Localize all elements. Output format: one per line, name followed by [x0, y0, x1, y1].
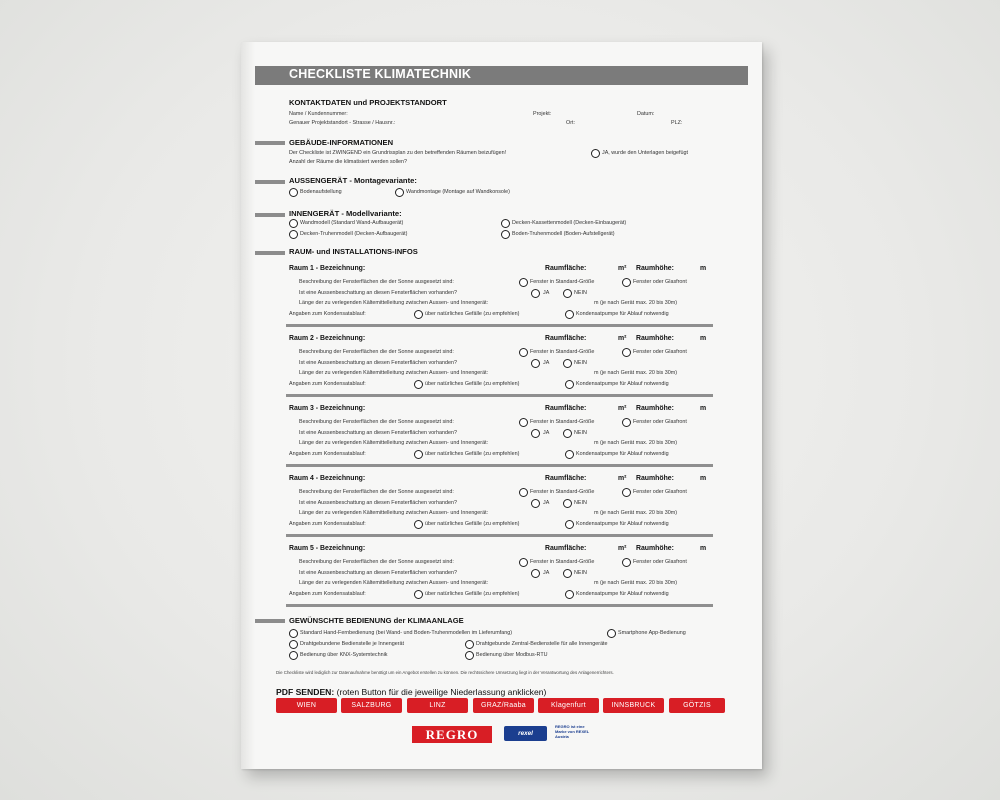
- room-5-kondensat-gefaelle-radio[interactable]: [414, 590, 423, 599]
- room-3-nein-label: NEIN: [574, 430, 587, 436]
- room-2-kondensat-pumpe-radio[interactable]: [565, 380, 574, 389]
- bedienung-heading: GEWÜNSCHTE BEDIENUNG der KLIMAANLAGE: [289, 616, 464, 625]
- branch-button-goetzis[interactable]: GÖTZIS: [669, 698, 725, 713]
- room-4-laenge-label: Länge der zu verlegenden Kältemittelleitung zwischen Aussen- und Innengerät:: [299, 510, 489, 516]
- room-1-divider: [286, 324, 713, 327]
- aussen-wand-radio[interactable]: [395, 188, 404, 197]
- room-5-title: Raum 5 - Bezeichnung:: [289, 545, 366, 552]
- room-4-hoehe-label: Raumhöhe:: [636, 475, 674, 482]
- room-3-kondensat-pumpe-radio[interactable]: [565, 450, 574, 459]
- room-4-fenster-standard-label: Fenster in Standard-Größe: [530, 489, 595, 495]
- innen-boden-radio[interactable]: [501, 230, 510, 239]
- room-4-kondensat-gefaelle-label: über natürliches Gefälle (zu empfehlen): [425, 521, 520, 527]
- room-1-ja-radio[interactable]: [531, 289, 540, 298]
- page-title: CHECKLISTE KLIMATECHNIK: [289, 67, 472, 81]
- room-3-kondensat-gefaelle-label: über natürliches Gefälle (zu empfehlen): [425, 451, 520, 457]
- room-5-hoehe-label: Raumhöhe:: [636, 545, 674, 552]
- room-3-kondensat-pumpe-label: Kondensatpumpe für Ablauf notwendig: [576, 451, 669, 457]
- room-5-laenge-label: Länge der zu verlegenden Kältemittelleitung zwischen Aussen- und Innengerät:: [299, 580, 489, 586]
- gebaeude-heading: GEBÄUDE-INFORMATIONEN: [289, 138, 394, 147]
- room-1-fenster-label: Beschreibung der Fensterflächen die der Sonne ausgesetzt sind:: [299, 279, 454, 285]
- room-3-m2: m²: [618, 405, 627, 412]
- kontakt-heading: KONTAKTDATEN und PROJEKTSTANDORT: [289, 98, 447, 107]
- room-4-fenster-standard-radio[interactable]: [519, 488, 528, 497]
- room-3-fenster-standard-label: Fenster in Standard-Größe: [530, 419, 595, 425]
- room-3-kondensat-gefaelle-radio[interactable]: [414, 450, 423, 459]
- rexel-note: REGRO ist eine Marke von REXEL Austria: [555, 724, 590, 739]
- room-4-divider: [286, 534, 713, 537]
- room-2-ja-radio[interactable]: [531, 359, 540, 368]
- room-5-kondensat-pumpe-radio[interactable]: [565, 590, 574, 599]
- bedienung-zentral-label: Drahtgebunde Zentral-Bedienstelle für alle Innengeräte: [476, 641, 608, 647]
- bedienung-knx-label: Bedienung über KNX-Systemtechnik: [300, 652, 388, 658]
- room-2-fenster-label: Beschreibung der Fensterflächen die der Sonne ausgesetzt sind:: [299, 349, 454, 355]
- innen-wand-radio[interactable]: [289, 219, 298, 228]
- room-5-kondensat-label: Angaben zum Kondensatablauf:: [289, 591, 366, 597]
- room-3-title: Raum 3 - Bezeichnung:: [289, 405, 366, 412]
- bedienung-knx-radio[interactable]: [289, 651, 298, 660]
- standort-label: Genauer Projektstandort - Strasse / Hausnr.:: [289, 120, 396, 126]
- raum-heading: RAUM- und INSTALLATIONS-INFOS: [289, 247, 418, 256]
- room-1-kondensat-pumpe-label: Kondensatpumpe für Ablauf notwendig: [576, 311, 669, 317]
- bedienung-app-label: Smartphone App-Bedienung: [618, 630, 686, 636]
- room-3-fenster-standard-radio[interactable]: [519, 418, 528, 427]
- room-5-fenster-standard-label: Fenster in Standard-Größe: [530, 559, 595, 565]
- room-4-beschattung-label: Ist eine Aussenbeschattung an diesen Fensterflächen vorhanden?: [299, 500, 457, 506]
- branch-button-salzburg[interactable]: SALZBURG: [341, 698, 402, 713]
- projekt-label: Projekt:: [533, 111, 552, 117]
- aussen-boden-radio[interactable]: [289, 188, 298, 197]
- branch-button-klagenfurt[interactable]: Klagenfurt: [538, 698, 599, 713]
- room-2-hoehe-label: Raumhöhe:: [636, 335, 674, 342]
- section-bar: [255, 141, 285, 145]
- room-1-laenge-hint: m (je nach Gerät max. 20 bis 30m): [594, 300, 677, 306]
- room-5-laenge-hint: m (je nach Gerät max. 20 bis 30m): [594, 580, 677, 586]
- branch-button-graz[interactable]: GRAZ/Raaba: [473, 698, 534, 713]
- room-4-laenge-hint: m (je nach Gerät max. 20 bis 30m): [594, 510, 677, 516]
- pdf-hint: (roten Button für die jeweilige Niederlassung anklicken): [336, 687, 547, 697]
- pdf-label: PDF SENDEN:: [276, 687, 335, 697]
- room-3-laenge-hint: m (je nach Gerät max. 20 bis 30m): [594, 440, 677, 446]
- room-1-kondensat-label: Angaben zum Kondensatablauf:: [289, 311, 366, 317]
- aussen-wand-label: Wandmontage (Montage auf Wandkonsole): [406, 189, 510, 195]
- room-1-fenster-glas-radio[interactable]: [622, 278, 631, 287]
- room-3-ja-label: JA: [543, 430, 550, 436]
- room-3-nein-radio[interactable]: [563, 429, 572, 438]
- room-3-fenster-label: Beschreibung der Fensterflächen die der Sonne ausgesetzt sind:: [299, 419, 454, 425]
- room-1-fenster-standard-radio[interactable]: [519, 278, 528, 287]
- room-2-beschattung-label: Ist eine Aussenbeschattung an diesen Fensterflächen vorhanden?: [299, 360, 457, 366]
- room-1-m: m: [700, 265, 707, 272]
- room-2-ja-label: JA: [543, 360, 550, 366]
- branch-button-innsbruck[interactable]: INNSBRUCK: [603, 698, 664, 713]
- rexel-logo: rexel: [504, 726, 547, 741]
- bedienung-draht-radio[interactable]: [289, 640, 298, 649]
- bedienung-app-radio[interactable]: [607, 629, 616, 638]
- room-1-title: Raum 1 - Bezeichnung:: [289, 265, 366, 272]
- room-2-flaeche-label: Raumfläche:: [545, 335, 587, 342]
- room-5-flaeche-label: Raumfläche:: [545, 545, 587, 552]
- room-4-kondensat-pumpe-radio[interactable]: [565, 520, 574, 529]
- room-4-fenster-label: Beschreibung der Fensterflächen die der Sonne ausgesetzt sind:: [299, 489, 454, 495]
- innen-decke-radio[interactable]: [289, 230, 298, 239]
- room-4-kondensat-label: Angaben zum Kondensatablauf:: [289, 521, 366, 527]
- room-5-fenster-standard-radio[interactable]: [519, 558, 528, 567]
- innen-wand-label: Wandmodell (Standard Wand-Aufbaugerät): [300, 220, 404, 226]
- gebaeude-line2: Anzahl der Räume die klimatisiert werden sollen?: [289, 159, 408, 165]
- room-4-fenster-glas-radio[interactable]: [622, 488, 631, 497]
- room-5-divider: [286, 604, 713, 607]
- room-1-nein-radio[interactable]: [563, 289, 572, 298]
- room-3-beschattung-label: Ist eine Aussenbeschattung an diesen Fensterflächen vorhanden?: [299, 430, 457, 436]
- room-2-kondensat-gefaelle-label: über natürliches Gefälle (zu empfehlen): [425, 381, 520, 387]
- room-1-hoehe-label: Raumhöhe:: [636, 265, 674, 272]
- bedienung-modbus-radio[interactable]: [465, 651, 474, 660]
- aussen-boden-label: Bodenaufstellung: [300, 189, 342, 195]
- room-5-m: m: [700, 545, 707, 552]
- ort-label: Ort:: [566, 120, 575, 126]
- room-1-m2: m²: [618, 265, 627, 272]
- room-1-ja-label: JA: [543, 290, 550, 296]
- room-3-hoehe-label: Raumhöhe:: [636, 405, 674, 412]
- room-1-kondensat-gefaelle-radio[interactable]: [414, 310, 423, 319]
- room-1-nein-label: NEIN: [574, 290, 587, 296]
- room-5-nein-label: NEIN: [574, 570, 587, 576]
- room-2-kondensat-label: Angaben zum Kondensatablauf:: [289, 381, 366, 387]
- room-4-ja-radio[interactable]: [531, 499, 540, 508]
- regro-logo: REGRO: [412, 726, 492, 743]
- room-4-ja-label: JA: [543, 500, 550, 506]
- room-5-ja-label: JA: [543, 570, 550, 576]
- room-3-m: m: [700, 405, 707, 412]
- room-1-laenge-label: Länge der zu verlegenden Kältemittelleitung zwischen Aussen- und Innengerät:: [299, 300, 489, 306]
- bedienung-zentral-radio[interactable]: [465, 640, 474, 649]
- bedienung-hand-radio[interactable]: [289, 629, 298, 638]
- bedienung-modbus-label: Bedienung über Modbus-RTU: [476, 652, 548, 658]
- room-4-m2: m²: [618, 475, 627, 482]
- bedienung-hand-label: Standard Hand-Fernbedienung (bei Wand- und Boden-Truhenmodellen im Lieferumfang): [300, 630, 513, 636]
- section-bar: [255, 213, 285, 217]
- grundriss-option: JA, wurde den Unterlagen beigefügt: [602, 150, 689, 156]
- room-1-flaeche-label: Raumfläche:: [545, 265, 587, 272]
- room-4-kondensat-pumpe-label: Kondensatpumpe für Ablauf notwendig: [576, 521, 669, 527]
- room-2-title: Raum 2 - Bezeichnung:: [289, 335, 366, 342]
- plz-label: PLZ:: [671, 120, 683, 126]
- room-5-nein-radio[interactable]: [563, 569, 572, 578]
- room-3-divider: [286, 464, 713, 467]
- pdf-senden: [276, 687, 546, 697]
- room-2-m2: m²: [618, 335, 627, 342]
- section-bar: [255, 180, 285, 184]
- room-4-kondensat-gefaelle-radio[interactable]: [414, 520, 423, 529]
- innen-kassette-label: Decken-Kassettenmodell (Decken-Einbaugerät): [512, 220, 627, 226]
- room-1-beschattung-label: Ist eine Aussenbeschattung an diesen Fensterflächen vorhanden?: [299, 290, 457, 296]
- room-4-nein-radio[interactable]: [563, 499, 572, 508]
- room-5-ja-radio[interactable]: [531, 569, 540, 578]
- room-1-fenster-glas-label: Fenster oder Glasfront: [633, 279, 687, 285]
- bedienung-draht-label: Drahtgebundene Bedienstelle je Innengerät: [300, 641, 404, 647]
- room-3-ja-radio[interactable]: [531, 429, 540, 438]
- room-5-fenster-glas-radio[interactable]: [622, 558, 631, 567]
- room-4-title: Raum 4 - Bezeichnung:: [289, 475, 366, 482]
- room-2-fenster-standard-label: Fenster in Standard-Größe: [530, 349, 595, 355]
- room-2-divider: [286, 394, 713, 397]
- checklist-page: [241, 42, 762, 769]
- room-2-fenster-standard-radio[interactable]: [519, 348, 528, 357]
- room-5-m2: m²: [618, 545, 627, 552]
- room-5-fenster-glas-label: Fenster oder Glasfront: [633, 559, 687, 565]
- room-5-kondensat-gefaelle-label: über natürliches Gefälle (zu empfehlen): [425, 591, 520, 597]
- room-2-fenster-glas-radio[interactable]: [622, 348, 631, 357]
- room-5-kondensat-pumpe-label: Kondensatpumpe für Ablauf notwendig: [576, 591, 669, 597]
- branch-button-wien[interactable]: WIEN: [276, 698, 337, 713]
- room-3-fenster-glas-label: Fenster oder Glasfront: [633, 419, 687, 425]
- room-2-laenge-label: Länge der zu verlegenden Kältemittelleitung zwischen Aussen- und Innengerät:: [299, 370, 489, 376]
- room-2-m: m: [700, 335, 707, 342]
- room-2-nein-radio[interactable]: [563, 359, 572, 368]
- name-label: Name / Kundennummer:: [289, 111, 348, 117]
- innen-boden-label: Boden-Truhenmodell (Boden-Aufstellgerät): [512, 231, 615, 237]
- innen-decke-label: Decken-Truhenmodell (Decken-Aufbaugerät): [300, 231, 408, 237]
- gebaeude-line1: Der Checkliste ist ZWINGEND ein Grundrissplan zu den betreffenden Räumen beizufügen!: [289, 150, 507, 156]
- section-bar: [255, 619, 285, 623]
- room-1-kondensat-gefaelle-label: über natürliches Gefälle (zu empfehlen): [425, 311, 520, 317]
- room-2-kondensat-gefaelle-radio[interactable]: [414, 380, 423, 389]
- footnote: Die Checkliste wird lediglich zur Datenaufnahme benötigt um ein Angebot erstellen zu können. Die rechtssichere Umsetzung liegt in der Verantwortung des Anlagenerrichters.: [276, 670, 614, 675]
- room-4-flaeche-label: Raumfläche:: [545, 475, 587, 482]
- room-1-kondensat-pumpe-radio[interactable]: [565, 310, 574, 319]
- room-3-laenge-label: Länge der zu verlegenden Kältemittelleitung zwischen Aussen- und Innengerät:: [299, 440, 489, 446]
- grundriss-radio[interactable]: [591, 149, 600, 158]
- room-2-nein-label: NEIN: [574, 360, 587, 366]
- room-4-nein-label: NEIN: [574, 500, 587, 506]
- room-1-fenster-standard-label: Fenster in Standard-Größe: [530, 279, 595, 285]
- room-2-kondensat-pumpe-label: Kondensatpumpe für Ablauf notwendig: [576, 381, 669, 387]
- section-bar: [255, 251, 285, 255]
- room-2-laenge-hint: m (je nach Gerät max. 20 bis 30m): [594, 370, 677, 376]
- branch-button-linz[interactable]: LINZ: [407, 698, 468, 713]
- aussen-heading: AUSSENGERÄT - Montagevariante:: [289, 176, 417, 185]
- room-2-fenster-glas-label: Fenster oder Glasfront: [633, 349, 687, 355]
- innen-heading: INNENGERÄT - Modellvariante:: [289, 209, 402, 218]
- room-3-flaeche-label: Raumfläche:: [545, 405, 587, 412]
- datum-label: Datum:: [637, 111, 655, 117]
- innen-kassette-radio[interactable]: [501, 219, 510, 228]
- room-3-fenster-glas-radio[interactable]: [622, 418, 631, 427]
- room-5-beschattung-label: Ist eine Aussenbeschattung an diesen Fensterflächen vorhanden?: [299, 570, 457, 576]
- room-5-fenster-label: Beschreibung der Fensterflächen die der Sonne ausgesetzt sind:: [299, 559, 454, 565]
- room-4-fenster-glas-label: Fenster oder Glasfront: [633, 489, 687, 495]
- room-3-kondensat-label: Angaben zum Kondensatablauf:: [289, 451, 366, 457]
- room-4-m: m: [700, 475, 707, 482]
